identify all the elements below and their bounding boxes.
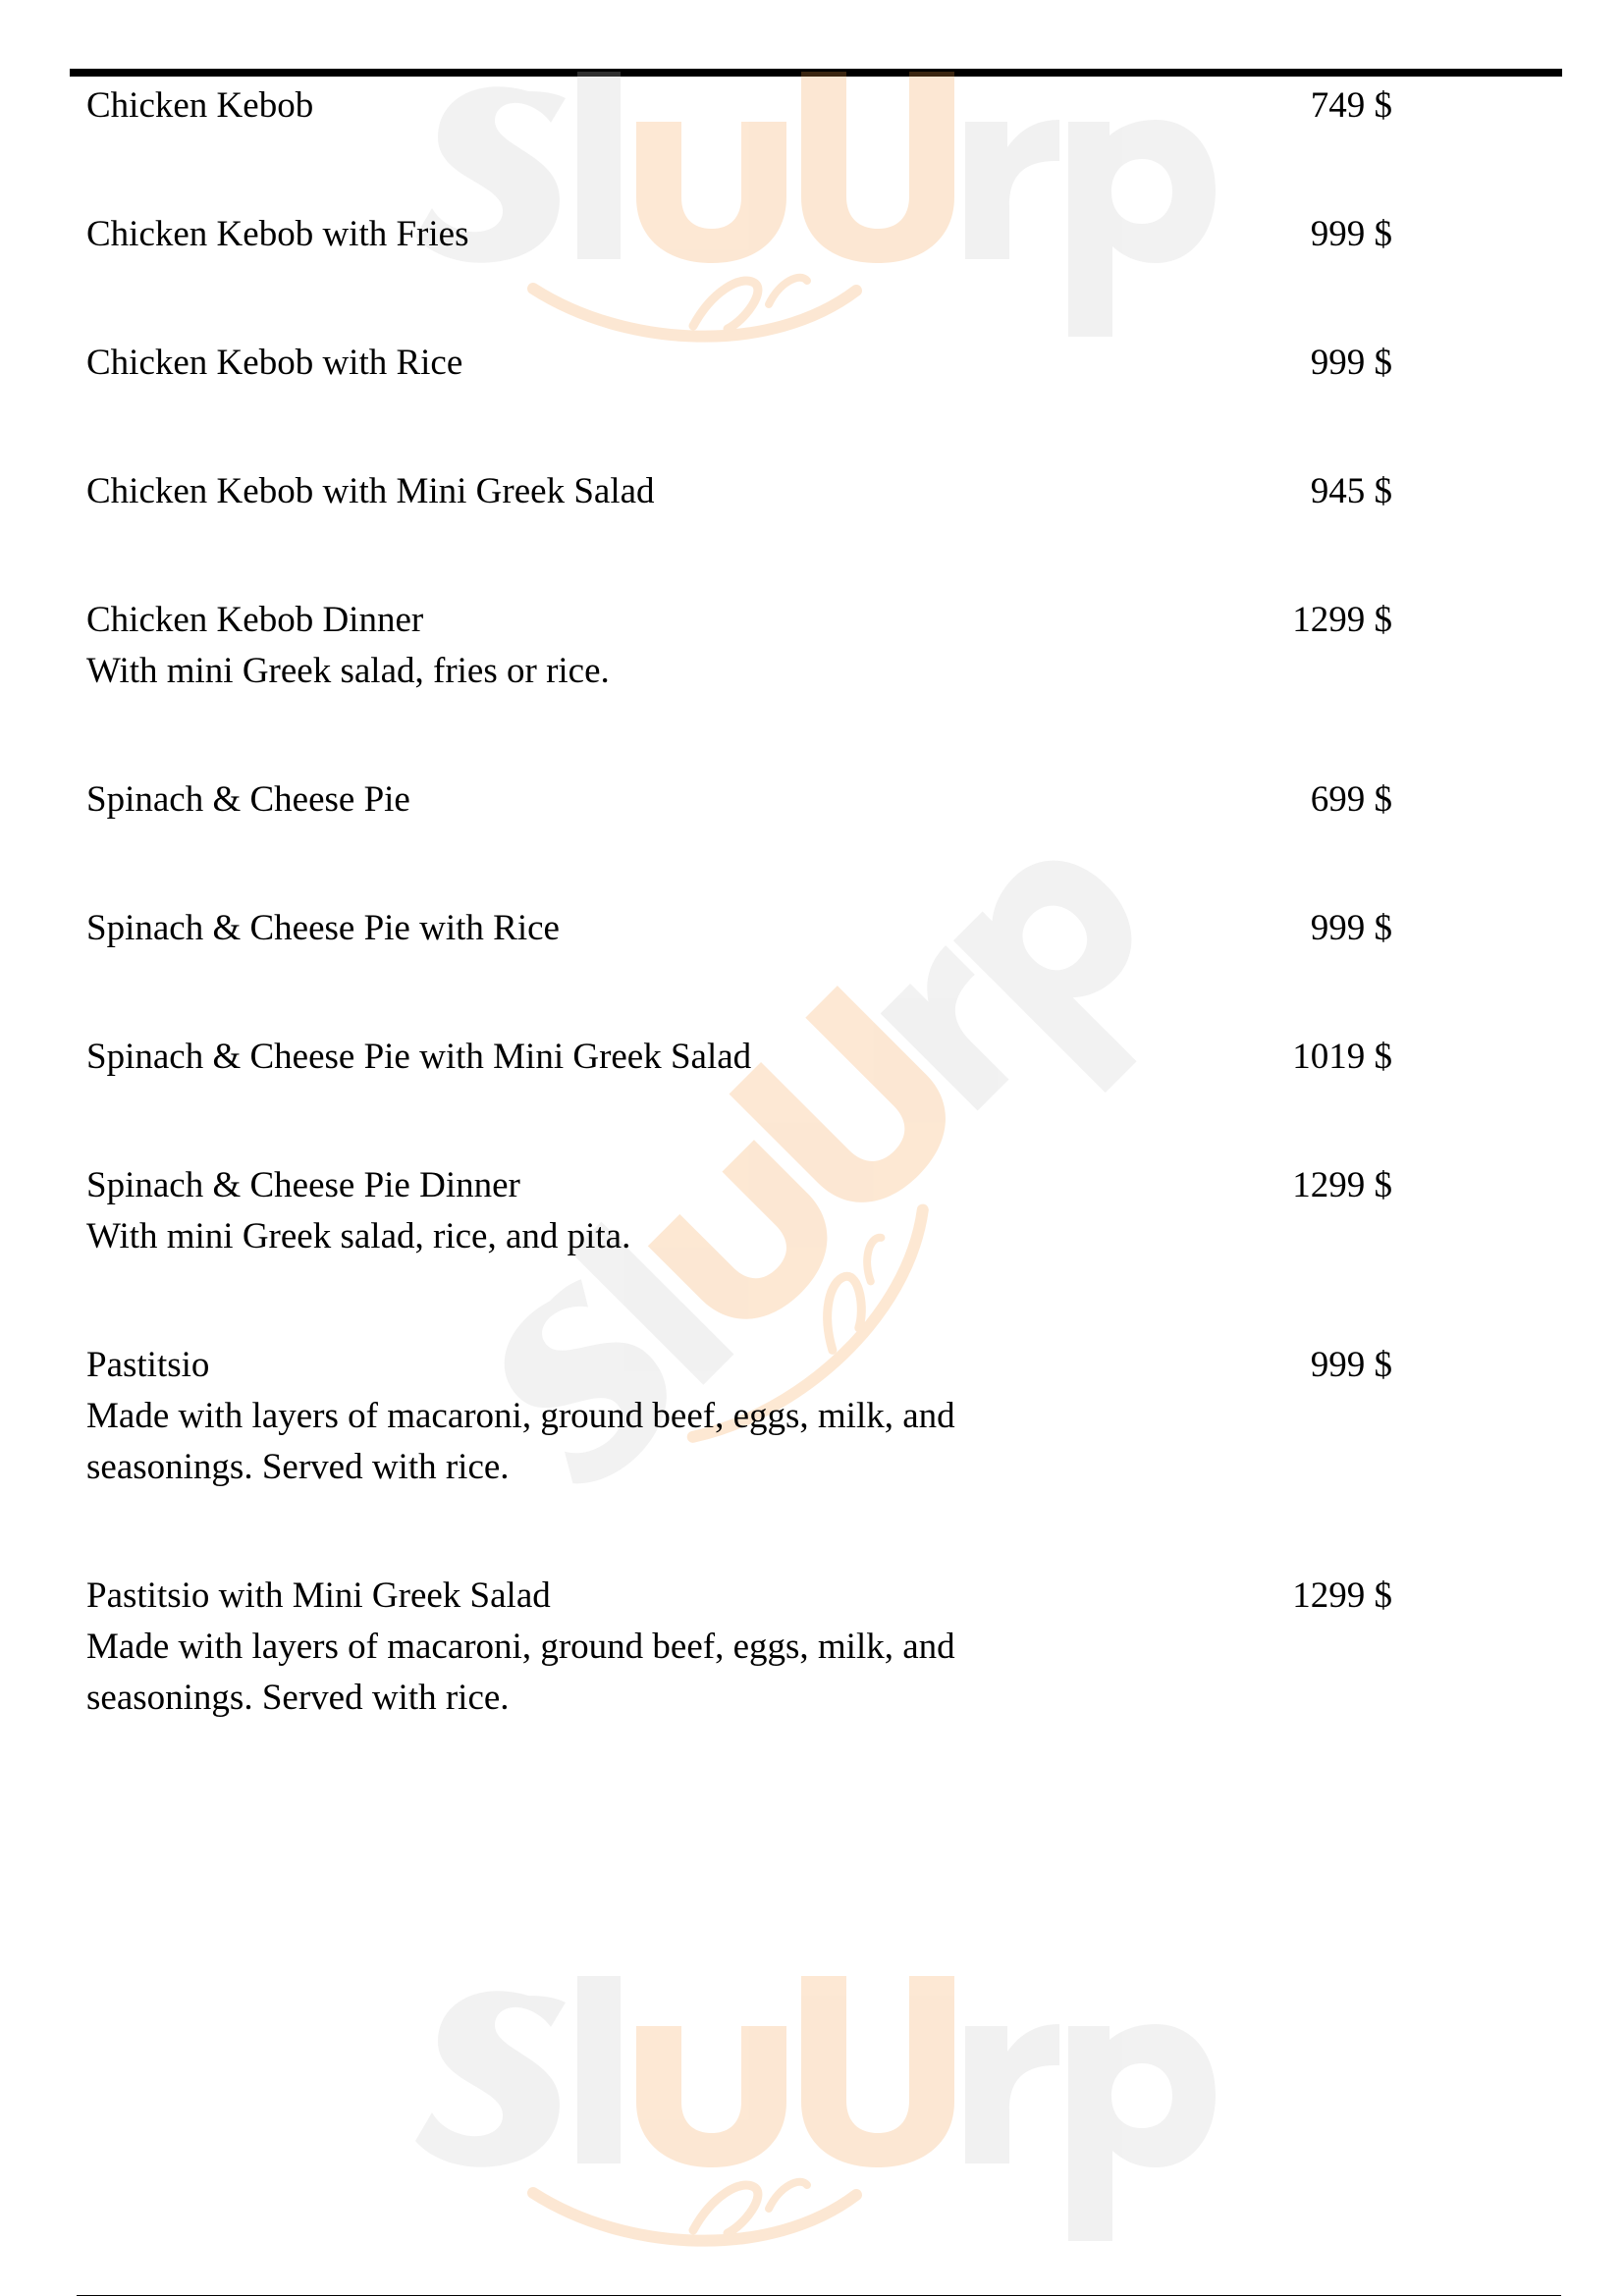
menu-item-name: Spinach & Cheese Pie with Rice xyxy=(86,908,560,948)
menu-item xyxy=(86,209,1392,260)
menu-item-name: Chicken Kebob with Fries xyxy=(86,214,469,254)
menu-item-name: Pastitsio xyxy=(86,1345,210,1385)
menu-item-price: 699 $ xyxy=(1310,779,1392,820)
menu-item-price: 999 $ xyxy=(1310,908,1392,948)
sluurpy-watermark-logo xyxy=(410,1961,1216,2266)
menu-item xyxy=(86,774,1392,826)
menu-item-name: Spinach & Cheese Pie Dinner xyxy=(86,1165,520,1205)
menu-item-price: 1299 $ xyxy=(1292,600,1392,640)
menu-item xyxy=(86,595,1392,697)
menu-item xyxy=(86,903,1392,954)
menu-item xyxy=(86,1032,1392,1083)
menu-item-price: 749 $ xyxy=(1310,85,1392,126)
menu-item-description: With mini Greek salad, fries or rice. xyxy=(86,651,610,691)
menu-item xyxy=(86,1571,1392,1724)
menu-item-name: Chicken Kebob with Mini Greek Salad xyxy=(86,471,655,511)
menu-item-price: 1019 $ xyxy=(1292,1037,1392,1077)
menu-item-name: Spinach & Cheese Pie xyxy=(86,779,410,820)
top-divider xyxy=(70,69,1562,77)
menu-item-description: With mini Greek salad, rice, and pita. xyxy=(86,1216,631,1256)
menu-item xyxy=(86,466,1392,517)
menu-item-name: Chicken Kebob Dinner xyxy=(86,600,424,640)
menu-item-price: 999 $ xyxy=(1310,214,1392,254)
menu-item xyxy=(86,338,1392,389)
menu-item-name: Pastitsio with Mini Greek Salad xyxy=(86,1575,551,1616)
menu-item-name: Spinach & Cheese Pie with Mini Greek Salad xyxy=(86,1037,752,1077)
menu-item-description: Made with layers of macaroni, ground beef, eggs, milk, and seasonings. Served with rice. xyxy=(86,1396,955,1487)
menu-item xyxy=(86,80,1392,132)
menu-item-price: 999 $ xyxy=(1310,1345,1392,1385)
menu-item-description: Made with layers of macaroni, ground beef, eggs, milk, and seasonings. Served with rice. xyxy=(86,1627,955,1718)
menu-item xyxy=(86,1160,1392,1262)
menu-item xyxy=(86,1340,1392,1493)
menu-item-name: Chicken Kebob xyxy=(86,85,314,126)
menu-item-price: 1299 $ xyxy=(1292,1165,1392,1205)
menu-item-price: 945 $ xyxy=(1310,471,1392,511)
menu-item-price: 1299 $ xyxy=(1292,1575,1392,1616)
menu-item-name: Chicken Kebob with Rice xyxy=(86,343,463,383)
menu-item-price: 999 $ xyxy=(1310,343,1392,383)
